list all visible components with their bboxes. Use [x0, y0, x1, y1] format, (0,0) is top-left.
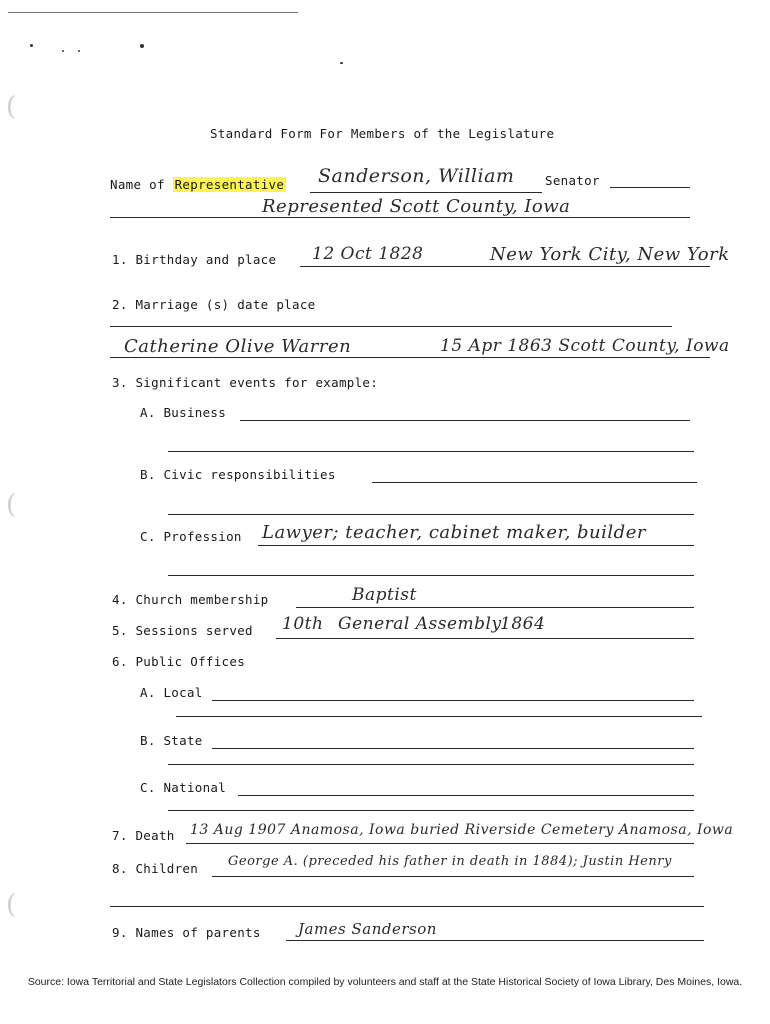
- scan-speck: [62, 50, 64, 52]
- church-label: 4. Church membership: [112, 592, 269, 607]
- national-label: C. National: [140, 780, 227, 795]
- business-line-1: [240, 420, 690, 421]
- marriage-line-1: [110, 326, 672, 327]
- state-label: B. State: [140, 733, 203, 748]
- profession-line-1: [258, 545, 694, 546]
- scan-speck: [140, 44, 144, 48]
- scan-speck: [30, 44, 33, 47]
- handwritten-death: 13 Aug 1907 Anamosa, Iowa buried Riverside Cemetery Anamosa, Iowa: [190, 822, 734, 838]
- church-line: [296, 607, 694, 608]
- name-label: [110, 177, 286, 192]
- punch-hole-mark: (: [6, 490, 17, 520]
- punch-hole-mark: (: [6, 890, 17, 920]
- offices-label: 6. Public Offices: [112, 654, 246, 669]
- name-line: [310, 192, 542, 193]
- children-line-2: [110, 906, 704, 907]
- sessions-line: [276, 638, 694, 639]
- state-line-2: [168, 764, 694, 765]
- punch-hole-mark: (: [6, 92, 17, 122]
- death-line: [186, 843, 694, 844]
- handwritten-session-number: 10th: [282, 614, 324, 634]
- senator-line: [610, 187, 690, 188]
- handwritten-children: George A. (preceded his father in death in 1884); Justin Henry: [228, 854, 672, 869]
- handwritten-name: Sanderson, William: [318, 165, 515, 187]
- children-label: 8. Children: [112, 861, 199, 876]
- scan-speck: [340, 62, 343, 64]
- state-line-1: [212, 748, 694, 749]
- handwritten-birth-place: New York City, New York: [490, 244, 730, 265]
- parents-line: [286, 940, 704, 941]
- senator-label: Senator: [545, 173, 600, 188]
- local-line-1: [212, 700, 694, 701]
- business-label: A. Business: [140, 405, 227, 420]
- source-citation: Source: Iowa Territorial and State Legislators Collection compiled by volunteers and staff at the State Historical Society of Iowa Library, Des Moines, Iowa.: [27, 976, 743, 988]
- marriage-label: 2. Marriage (s) date place: [112, 297, 316, 312]
- civic-line-1: [372, 482, 697, 483]
- handwritten-session-name: General Assembly: [338, 614, 502, 634]
- handwritten-spouse: Catherine Olive Warren: [124, 336, 352, 357]
- representative-highlight: Representative: [174, 177, 285, 192]
- profession-label: C. Profession: [140, 529, 242, 544]
- local-label: A. Local: [140, 685, 203, 700]
- civic-label: B. Civic responsibilities: [140, 467, 336, 482]
- events-label: 3. Significant events for example:: [112, 375, 379, 390]
- sessions-label: 5. Sessions served: [112, 623, 253, 638]
- civic-line-2: [168, 514, 694, 515]
- handwritten-session-year: 1864: [500, 614, 546, 634]
- handwritten-birth-date: 12 Oct 1828: [312, 244, 424, 264]
- handwritten-represented: Represented Scott County, Iowa: [262, 196, 571, 217]
- death-label: 7. Death: [112, 828, 175, 843]
- handwritten-profession: Lawyer; teacher, cabinet maker, builder: [262, 522, 646, 543]
- birthday-line: [300, 266, 710, 267]
- business-line-2: [168, 451, 694, 452]
- national-line-2: [168, 810, 694, 811]
- parents-label: 9. Names of parents: [112, 925, 261, 940]
- represented-line: [110, 217, 690, 218]
- scan-speck: [78, 50, 80, 52]
- birthday-label: 1. Birthday and place: [112, 252, 277, 267]
- form-title: Standard Form For Members of the Legislature: [210, 126, 555, 141]
- handwritten-parents: James Sanderson: [298, 920, 437, 938]
- top-scan-line: [8, 12, 298, 13]
- national-line-1: [238, 795, 694, 796]
- handwritten-church: Baptist: [352, 585, 417, 605]
- profession-line-2: [168, 575, 694, 576]
- marriage-line-2: [110, 357, 710, 358]
- children-line-1: [212, 876, 694, 877]
- handwritten-marriage: 15 Apr 1863 Scott County, Iowa: [440, 336, 730, 356]
- name-label-prefix: Name of: [110, 177, 173, 192]
- local-line-2: [176, 716, 702, 717]
